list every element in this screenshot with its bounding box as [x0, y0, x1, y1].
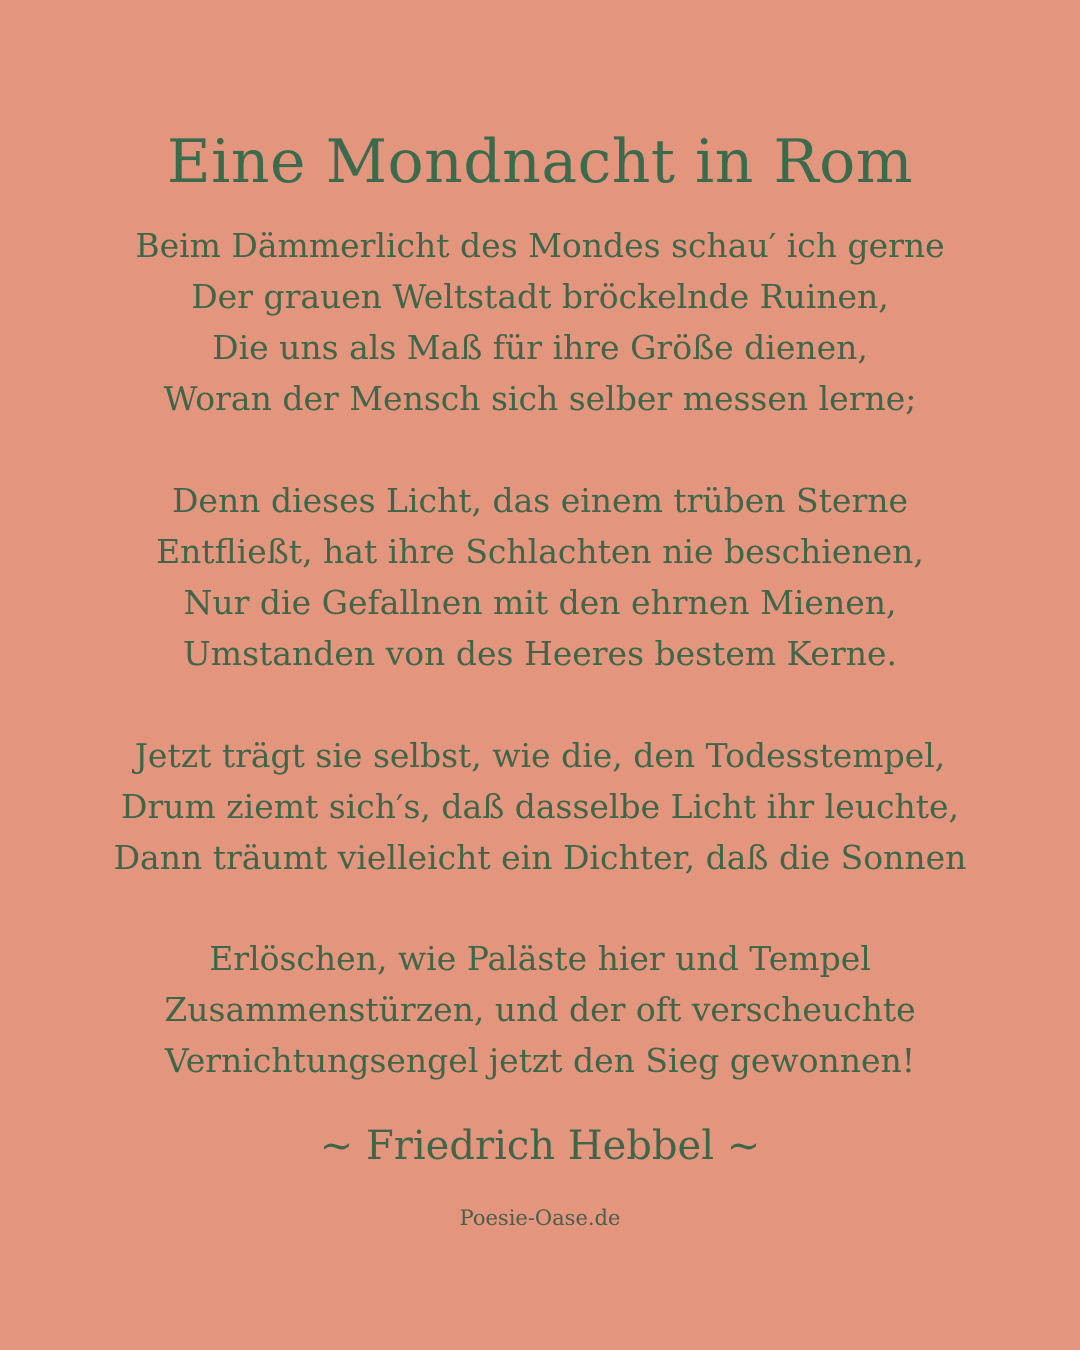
- poem-line: Beim Dämmerlicht des Mondes schau′ ich gerne: [135, 226, 945, 265]
- stanza-2: [0, 475, 1080, 679]
- poem-line: Denn dieses Licht, das einem trüben Sterne: [171, 481, 909, 520]
- poem-line: Vernichtungsengel jetzt den Sieg gewonnen!: [164, 1041, 916, 1080]
- poem-title: Eine Mondnacht in Rom: [166, 127, 914, 197]
- poem-line: Woran der Mensch sich selber messen lerne;: [163, 379, 917, 418]
- stanza-1: [0, 220, 1080, 424]
- stanza-3: [0, 730, 1080, 883]
- poem-line: Umstanden von des Heeres bestem Kerne.: [182, 634, 898, 673]
- site-credit: Poesie-Oase.de: [459, 1206, 621, 1230]
- poem-line: Erlöschen, wie Paläste hier und Tempel: [209, 939, 871, 978]
- poem-line: Der grauen Weltstadt bröckelnde Ruinen,: [191, 277, 889, 316]
- poem-line: Zusammenstürzen, und der oft verscheuchte: [164, 990, 916, 1029]
- stanza-4: [0, 933, 1080, 1086]
- poem-line: Dann träumt vielleicht ein Dichter, daß die Sonnen: [113, 838, 967, 877]
- poem-line: Entfließt, hat ihre Schlachten nie beschienen,: [156, 532, 924, 571]
- poem-line: Jetzt trägt sie selbst, wie die, den Todesstempel,: [134, 736, 946, 775]
- poem-line: Drum ziemt sich′s, daß dasselbe Licht ihr leuchte,: [120, 787, 960, 826]
- poem-line: Nur die Gefallnen mit den ehrnen Mienen,: [183, 583, 897, 622]
- poem-author: ~ Friedrich Hebbel ~: [319, 1123, 761, 1169]
- poem-line: Die uns als Maß für ihre Größe dienen,: [212, 328, 868, 367]
